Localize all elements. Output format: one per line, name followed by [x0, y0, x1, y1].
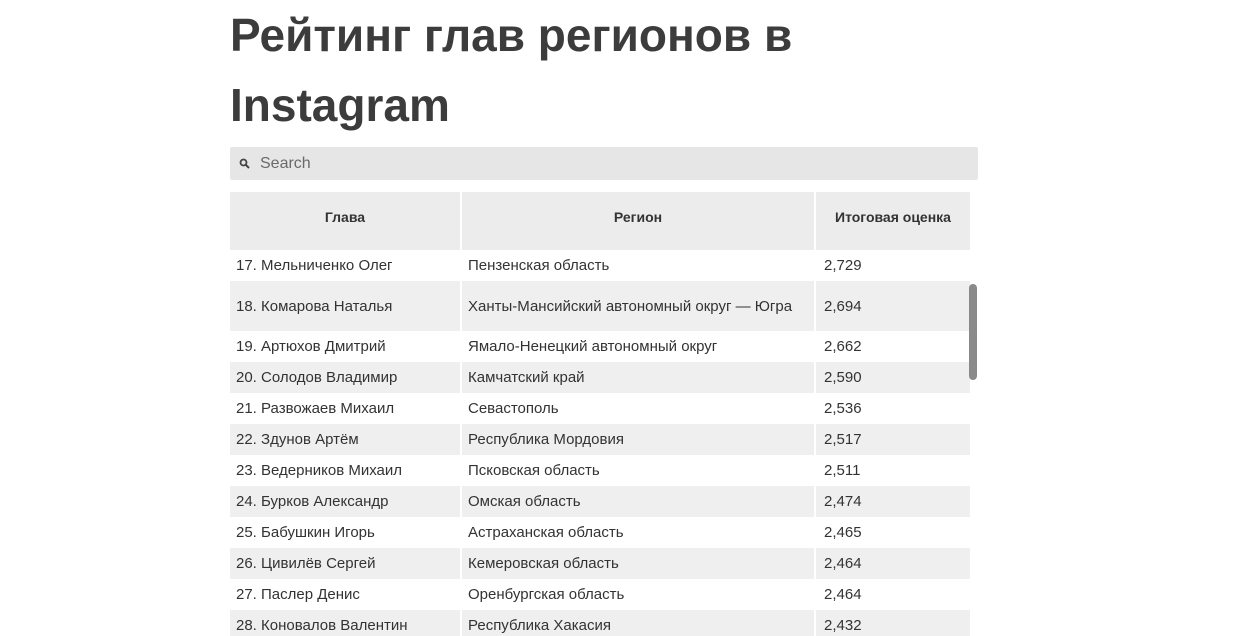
- cell-score: 2,590: [824, 369, 862, 386]
- table-row[interactable]: [230, 424, 970, 455]
- table-row[interactable]: [230, 517, 970, 548]
- cell-region: Астраханская область: [462, 517, 816, 548]
- cell-score: 2,536: [824, 400, 862, 417]
- cell-head: 28. Коновалов Валентин: [230, 610, 462, 636]
- cell-head: 20. Солодов Владимир: [230, 362, 462, 393]
- table-row[interactable]: [230, 455, 970, 486]
- cell-region: Ханты-Мансийский автономный округ — Югра: [462, 281, 816, 331]
- column-header-region[interactable]: Регион: [462, 192, 816, 250]
- cell-region: Псковская область: [462, 455, 816, 486]
- table-row[interactable]: [230, 281, 970, 331]
- table-body: [230, 250, 970, 636]
- rating-table: [230, 192, 970, 636]
- search-input[interactable]: [260, 149, 950, 179]
- table-scrollbar[interactable]: [966, 252, 978, 636]
- table-row[interactable]: [230, 610, 970, 636]
- cell-head: 26. Цивилёв Сергей: [230, 548, 462, 579]
- cell-region: Республика Мордовия: [462, 424, 816, 455]
- cell-head: 23. Ведерников Михаил: [230, 455, 462, 486]
- table-row[interactable]: [230, 486, 970, 517]
- cell-head: 25. Бабушкин Игорь: [230, 517, 462, 548]
- cell-score: 2,432: [824, 617, 862, 634]
- cell-score: 2,464: [824, 555, 862, 572]
- cell-score: 2,729: [824, 257, 862, 274]
- cell-region: Камчатский край: [462, 362, 816, 393]
- scrollbar-thumb[interactable]: [969, 284, 977, 380]
- search-bar[interactable]: [230, 147, 978, 180]
- cell-region: Пензенская область: [462, 250, 816, 281]
- cell-score: 2,694: [824, 297, 862, 315]
- cell-region: Республика Хакасия: [462, 610, 816, 636]
- cell-head: 17. Мельниченко Олег: [230, 250, 462, 281]
- cell-head: 22. Здунов Артём: [230, 424, 462, 455]
- search-icon: [230, 158, 260, 170]
- page-title: Рейтинг глав регионов в Instagram: [230, 9, 793, 131]
- cell-region: Ямало-Ненецкий автономный округ: [462, 331, 816, 362]
- cell-score: 2,474: [824, 493, 862, 510]
- table-row[interactable]: [230, 579, 970, 610]
- cell-head: 18. Комарова Наталья: [230, 281, 462, 331]
- cell-head: 27. Паслер Денис: [230, 579, 462, 610]
- column-header-score[interactable]: Итоговая оценка: [835, 208, 951, 225]
- cell-score: 2,465: [824, 524, 862, 541]
- cell-score: 2,517: [824, 431, 862, 448]
- cell-region: Омская область: [462, 486, 816, 517]
- cell-head: 24. Бурков Александр: [230, 486, 462, 517]
- cell-score: 2,464: [824, 586, 862, 603]
- table-row[interactable]: [230, 250, 970, 281]
- cell-region: Севастополь: [462, 393, 816, 424]
- cell-head: 21. Развожаев Михаил: [230, 393, 462, 424]
- cell-head: 19. Артюхов Дмитрий: [230, 331, 462, 362]
- column-header-head[interactable]: Глава: [230, 192, 462, 250]
- cell-region: Оренбургская область: [462, 579, 816, 610]
- cell-region: Кемеровская область: [462, 548, 816, 579]
- table-header: [230, 192, 970, 250]
- table-row[interactable]: [230, 331, 970, 362]
- cell-score: 2,511: [824, 462, 861, 479]
- table-row[interactable]: [230, 362, 970, 393]
- table-row[interactable]: [230, 393, 970, 424]
- cell-score: 2,662: [824, 338, 862, 355]
- table-row[interactable]: [230, 548, 970, 579]
